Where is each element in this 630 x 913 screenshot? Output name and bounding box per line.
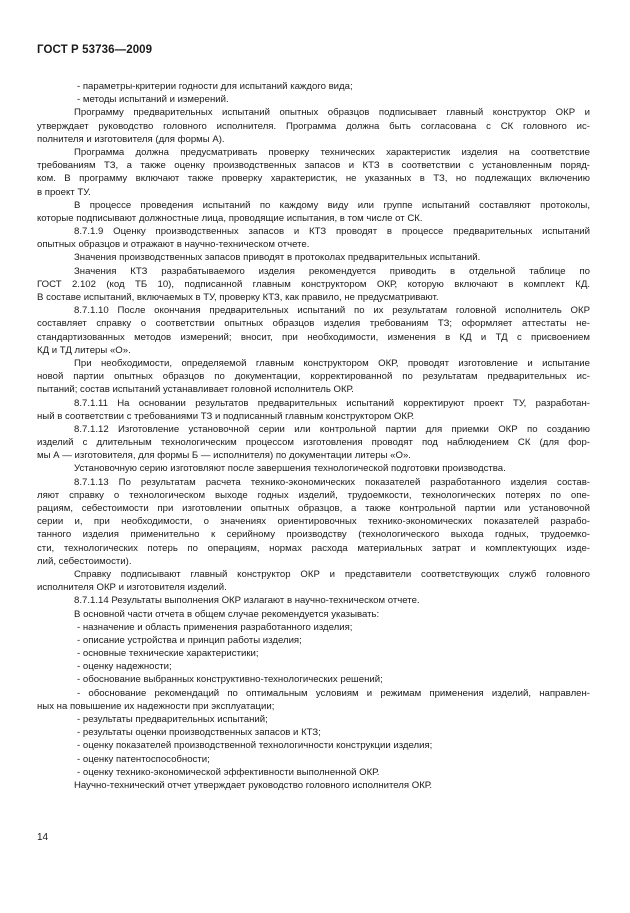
text-line: сти, технологических потерь по операциям, нормах расхода материальных затрат и комплектующих изде- (37, 542, 590, 554)
list-item: - описание устройства и принцип работы изделия; (77, 634, 302, 646)
list-item: - оценку технико-экономической эффективности выполненной ОКР. (77, 766, 380, 778)
text-line: Справку подписывают главный конструктор ОКР и представители соответствующих служб головного (74, 568, 590, 580)
text-line: ГОСТ 2.102 (код ТБ 10), подписанной главным конструктором ОКР, которую включают в комплект КД. (37, 278, 590, 290)
text-line: рациям, себестоимости при изготовлении опытных образцов, а также контрольной партии или установочной (37, 503, 590, 514)
text-line: исполнителя ОКР и изготовителя изделий. (37, 582, 227, 594)
text-line: требованиям ТЗ, а также оценку производственных запасов и КТЗ в соответствии с установленным поряд- (37, 160, 590, 172)
text-line: В составе испытаний, включаемых в ТУ, проверку КТЗ, как правило, не предусматривают. (37, 292, 439, 303)
text-line: 8.7.1.14 Результаты выполнения ОКР излагают в научно-техническом отчете. (74, 595, 420, 607)
text-line: ный в соответствии с требованиями ТЗ и подписанный главным конструктором ОКР. (37, 410, 415, 422)
list-item: - оценку надежности; (77, 661, 172, 673)
page-header-title: ГОСТ Р 53736—2009 (37, 44, 153, 56)
text-line: 8.7.1.10 После окончания предварительных испытаний по их результатам головной исполнитель ОКР (74, 305, 590, 317)
text-line: В процессе проведения испытаний по каждому виду или группе испытаний составляют протоколы, (74, 199, 590, 211)
document-body (37, 80, 590, 792)
text-line: серии и, при необходимости, о значениях ориентировочных технико-экономических показателей разрабо- (37, 516, 590, 528)
text-line: Программа должна предусматривать проверку технических характеристик изделия на соответствие (74, 146, 590, 158)
text-line: 8.7.1.12 Изготовление установочной серии или контрольной партии для приемки ОКР по созданию (74, 423, 590, 435)
text-line: - методы испытаний и измерений. (77, 94, 229, 106)
list-item: - результаты оценки производственных запасов и КТЗ; (77, 727, 321, 739)
text-line: стандартизованных методов измерений; вносит, при необходимости, изменения в КД и ТД с присвоением (37, 331, 590, 343)
text-line: утверждает руководство головного исполнителя. Программа должна быть согласована с СК головного ис- (37, 120, 590, 132)
text-line: Программу предварительных испытаний опытных образцов подписывает главный конструктор ОКР и (74, 107, 590, 119)
text-line: мы А — изготовителя, для формы Б — исполнителя) по документации литеры «О». (37, 450, 411, 462)
text-line: 8.7.1.13 По результатам расчета технико-экономических показателей разработанного изделия состав- (74, 476, 590, 488)
list-item: - обоснование рекомендаций по оптимальным условиям и режимам применения изделий, направлен- (77, 687, 590, 699)
page-number: 14 (37, 832, 49, 843)
text-line: которые подписывают должностные лица, проводящие испытания, в том числе от СК. (37, 212, 423, 224)
text-line: полнителя и изготовителя (для формы А). (37, 133, 225, 145)
text-line: При необходимости, определяемой главным конструктором ОКР, проводят изготовление и испытание (74, 357, 590, 369)
list-item: - обоснование выбранных конструктивно-технологических решений; (77, 674, 383, 686)
text-line: 8.7.1.11 На основании результатов предварительных испытаний корректируют проект ТУ, разработан- (74, 397, 590, 409)
text-line: Значения производственных запасов приводят в протоколах предварительных испытаний. (74, 252, 481, 264)
text-line: составляет справку о соответствии опытных образцов изделия требованиям ТЗ; оформляет аттестаты не- (37, 318, 590, 330)
text-line: В основной части отчета в общем случае рекомендуется указывать: (74, 608, 380, 620)
text-line: пытаний; состав испытаний устанавливает головной исполнитель ОКР. (37, 384, 354, 396)
text-line: Научно-технический отчет утверждает руководство головного исполнителя ОКР. (74, 779, 433, 791)
text-line: ляют справку о технологическом выходе годных изделий, трудоемкости, технологических потерях по опе- (37, 489, 590, 501)
text-line: танного изделия применительно к серийному производству (технологического выхода годных, трудоемко- (37, 529, 590, 541)
text-line: - параметры-критерии годности для испытаний каждого вида; (77, 81, 353, 92)
text-line: опытных образцов и отражают в научно-техническом отчете. (37, 239, 310, 251)
text-line: новой партии опытных образцов по документации, корректированной по результатам предварительных ис- (37, 371, 590, 383)
text-line: ных на повышение их надежности при эксплуатации; (37, 700, 275, 712)
text-line: Установочную серию изготовляют после завершения технологической подготовки производства. (74, 463, 506, 475)
text-line: ком. В программу включают также проверку характеристик, не указанных в ТЗ, но подлежащих включению (37, 173, 590, 185)
text-line: Значения КТЗ разрабатываемого изделия рекомендуется приводить в отдельной таблице по (74, 265, 590, 277)
list-item: - результаты предварительных испытаний; (77, 714, 268, 725)
text-line: в проект ТУ. (37, 186, 91, 198)
list-item: - назначение и область применения разработанного изделия; (77, 621, 353, 633)
list-item: - оценку показателей производственной технологичности конструкции изделия; (77, 740, 433, 752)
list-item: - оценку патентоспособности; (77, 753, 210, 765)
list-item: - основные технические характеристики; (77, 648, 259, 660)
text-line: изделий с длительным технологическим процессом изготовления проводят под наблюдением СК (для фор- (37, 437, 590, 449)
text-line: лий, себестоимости). (37, 555, 132, 567)
text-line: КД и ТД литеры «О». (37, 344, 131, 356)
text-line: 8.7.1.9 Оценку производственных запасов и КТЗ проводят в процессе предварительных испытаний (74, 226, 590, 238)
